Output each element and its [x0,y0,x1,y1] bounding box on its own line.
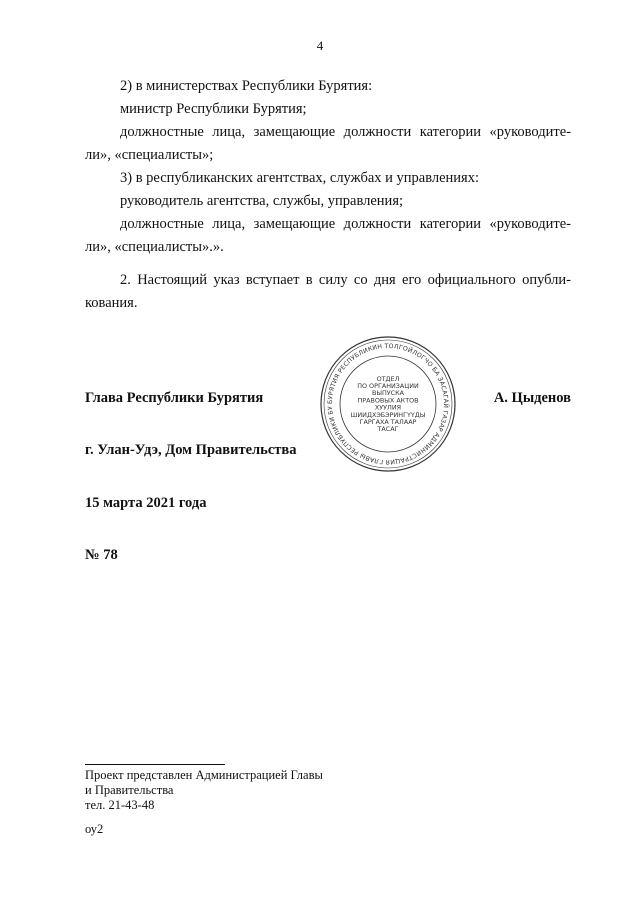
stamp-center-line: ГАРГАХА ТАЛААР [359,418,417,426]
stamp-center-line: ПО ОРГАНИЗАЦИИ [357,382,419,390]
list-line: должностные лица, замещающие должности категории «руководите- [120,124,571,140]
footnote-line: и Правительства [85,783,174,797]
page-number: 4 [316,38,324,53]
footnote-divider [85,764,225,765]
stamp-center-line: ОТДЕЛ [376,374,400,383]
stamp-center-line: ХУУЛИЯ [374,403,402,412]
svg-text:БУРЯТИЯ РЕСПУБЛИКИН ТОЛГОЙЛОГЧ: БУРЯТИЯ РЕСПУБЛИКИН ТОЛГОЙЛОГЧО БА ЗАСАГАЙ ГАЗАР АДМИНИСТРАЦИЯ ГЛАВЫ РЕСПУБЛИКИ БУ [326,342,450,466]
footnote-line: Проект представлен Администрацией Главы [85,768,323,782]
stamp-center-line: ШИИДХЭБЭРИНГҮҮДЫ [350,410,426,419]
footnote-line: тел. 21-43-48 [85,798,155,812]
stamp-center-line: ПРАВОВЫХ АКТОВ [357,396,419,405]
list-line: ли», «специалисты»; [85,147,214,163]
list-line: 3) в республиканских агентствах, службах и управлениях: [120,170,480,186]
official-stamp [318,334,458,474]
list-line: 2) в министерствах Республики Бурятия: [120,78,373,94]
list-line: ли», «специалисты».». [85,239,224,255]
decree-number: № 78 [85,547,118,563]
clause-line: 2. Настоящий указ вступает в силу со дня его официального опубли- [120,272,571,288]
signing-date: 15 марта 2021 года [85,495,207,511]
list-line: руководитель агентства, службы, управления; [120,193,404,209]
stamp-center-line: ВЫПУСКА [371,389,405,398]
document-code: оу2 [85,822,104,836]
signing-place: г. Улан-Удэ, Дом Правительства [85,442,297,458]
clause-line: кования. [85,295,138,311]
list-line: должностные лица, замещающие должности категории «руководите- [120,216,571,232]
stamp-center-line: ТАСАГ [377,425,399,434]
list-line: министр Республики Бурятия; [120,101,307,117]
signatory-name: А. Цыденов [493,390,571,406]
signature-position: Глава Республики Бурятия [85,390,264,406]
